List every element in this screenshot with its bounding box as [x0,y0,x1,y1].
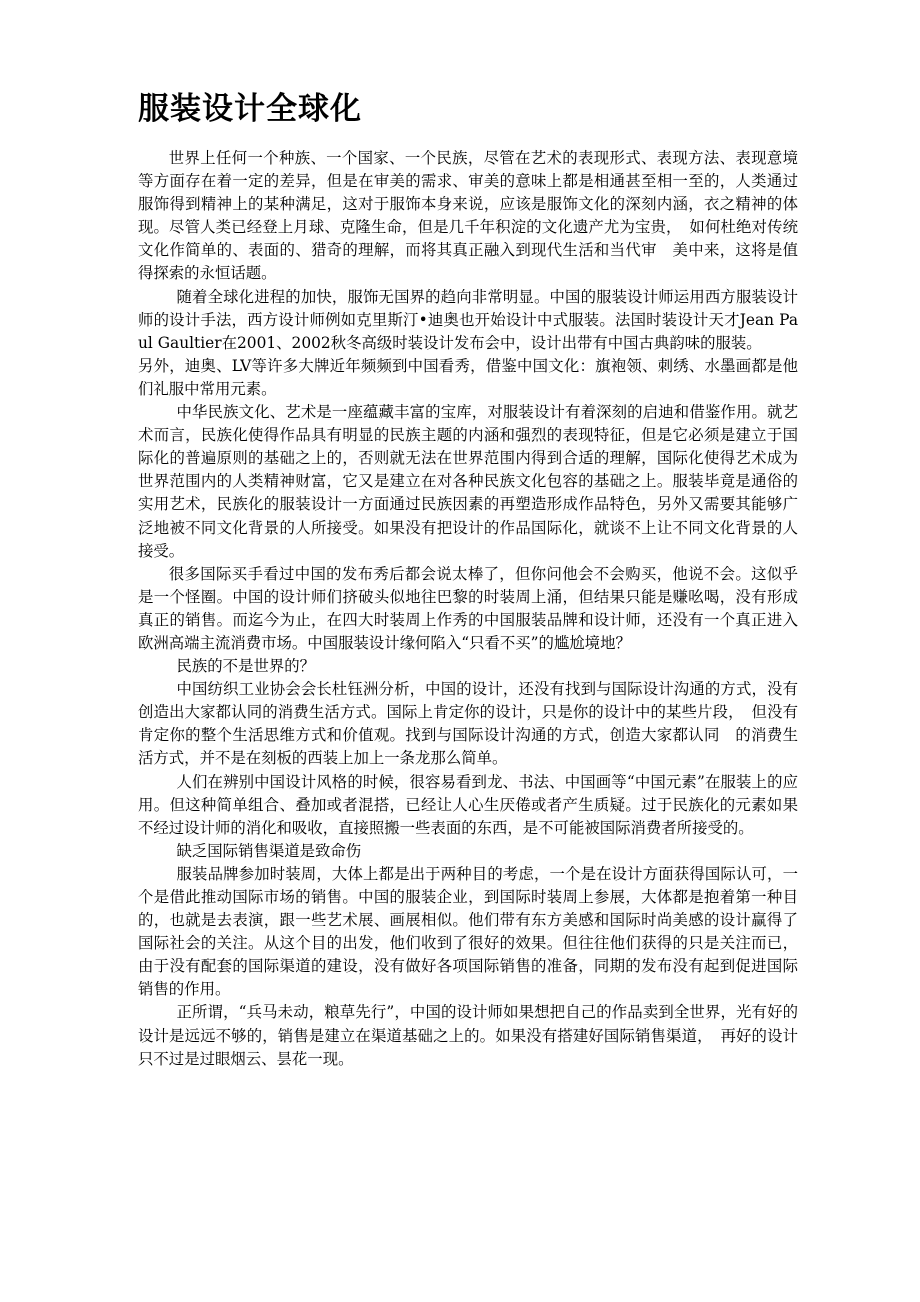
section-heading-sales-channels: 缺乏国际销售渠道是致命伤 [176,841,362,860]
paragraph-brands: 另外，迪奥、LV等许多大牌近年频频到中国看秀，借鉴中国文化：旗袍领、刺绣、水墨画都是他们礼服中常用元素。 [138,356,798,398]
section-heading-national-not-world: 民族的不是世界的？ [176,657,316,676]
paragraph-globalization: 随着全球化进程的加快，服饰无国界的趋向非常明显。中国的服装设计师运用西方服装设计师的设计手法，西方设计师例如克里斯汀•迪奥也开始设计中式服装。法国时装设计天才Jean Paul Gaultier在2001、2002秋冬高级时装设计发布会中，设计出带有中国古典韵味的服装。 [138,287,798,352]
paragraph-intro: 世界上任何一个种族、一个国家、一个民族，尽管在艺术的表现形式、表现方法、表现意境等方面存在着一定的差异，但是在审美的需求、审美的意味上都是相通甚至相一至的，人类通过服饰得到精神上的某种满足，这对于服饰本身来说，应该是服饰文化的深刻内涵，衣之精神的体现。尽管人类已经登上月球、克隆生命，但是几千年积淀的文化遗产尤为宝贵， 如何杜绝对传统文化作简单的、表面的、猎奇的理解，而将其真正融入到现代生活和当代审 美中来，这将是值得探索的永恒话题。 [138,149,798,283]
document-title: 服装设计全球化 [138,91,362,127]
paragraph-national-culture: 中华民族文化、艺术是一座蕴藏丰富的宝库，对服装设计有着深刻的启迪和借鉴作用。就艺术而言，民族化使得作品具有明显的民族主题的内涵和强烈的表现特征，但是它必须是建立于国际化的普遍原则的基础之上的，否则就无法在世界范围内得到合适的理解，国际化使得艺术成为世界范围内的人类精神财富，它又是建立在对各种民族文化包容的基础之上。服装毕竟是通俗的实用艺术，民族化的服装设计一方面通过民族因素的再塑造形成作品特色，另外又需要其能够广泛地被不同文化背景的人所接受。如果没有把设计的作品国际化，就谈不上让不同文化背景的人接受。 [138,403,798,560]
paragraph-fashion-week: 服装品牌参加时装周，大体上都是出于两种目的考虑，一个是在设计方面获得国际认可，一个是借此推动国际市场的销售。中国的服装企业，到国际时装周上参展，大体都是抱着第一种目的，也就是去表演，跟一些艺术展、画展相似。他们带有东方美感和国际时尚美感的设计赢得了国际社会的关注。从这个目的出发，他们收到了很好的效果。但往往他们获得的只是关注而已，由于没有配套的国际渠道的建设，没有做好各项国际销售的准备，同期的发布没有起到促进国际销售的作用。 [138,864,798,999]
paragraph-chinese-elements: 人们在辨别中国设计风格的时候，很容易看到龙、书法、中国画等“中国元素”在服装上的应用。但这种简单组合、叠加或者混搭，已经让人心生厌倦或者产生质疑。过于民族化的元素如果不经过设计师的消化和吸收，直接照搬一些表面的东西，是不可能被国际消费者所接受的。 [138,772,798,837]
document-body [138,147,798,1071]
paragraph-analysis: 中国纺织工业协会会长杜钰洲分析，中国的设计，还没有找到与国际设计沟通的方式，没有创造出大家都认同的消费生活方式。国际上肯定你的设计，只是你的设计中的某些片段， 但没有肯定你的整个生活思维方式和价值观。找到与国际设计沟通的方式，创造大家都认同 的消费生活方式，并不是在刻板的西装上加上一条龙那么简单。 [138,680,798,768]
paragraph-conclusion: 正所谓，“兵马未动，粮草先行”，中国的设计师如果想把自己的作品卖到全世界，光有好的设计是远远不够的，销售是建立在渠道基础之上的。如果没有搭建好国际销售渠道， 再好的设计只不过是过眼烟云、昙花一现。 [138,1003,798,1068]
paragraph-buyers: 很多国际买手看过中国的发布秀后都会说太棒了，但你问他会不会购买，他说不会。这似乎是一个怪圈。中国的设计师们挤破头似地往巴黎的时装周上涌，但结果只能是赚吆喝，没有形成真正的销售。而迄今为止，在四大时装周上作秀的中国服装品牌和设计师，还没有一个真正进入欧洲高端主流消费市场。中国服装设计缘何陷入“只看不买”的尴尬境地？ [138,564,798,652]
